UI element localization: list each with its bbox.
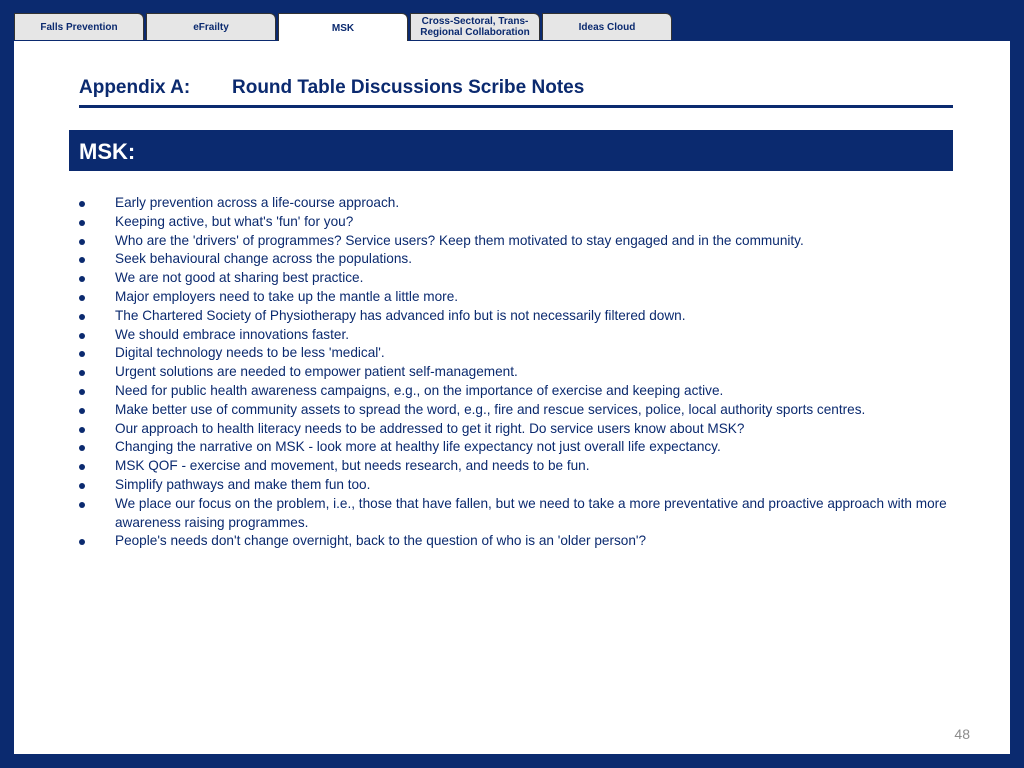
bullet-dot-icon — [79, 370, 85, 376]
notes-bullet-list — [76, 194, 956, 551]
list-item — [76, 420, 956, 439]
list-item-text: Our approach to health literacy needs to be addressed to get it right. Do service users know about MSK? — [115, 420, 745, 436]
bullet-dot-icon — [79, 502, 85, 508]
list-item — [76, 288, 956, 307]
page-title: Round Table Discussions Scribe Notes — [232, 77, 585, 98]
page-heading — [79, 75, 953, 108]
list-item-text: Digital technology needs to be less 'medical'. — [115, 345, 385, 361]
list-item — [76, 344, 956, 363]
bullet-dot-icon — [79, 351, 85, 357]
list-item — [76, 532, 956, 551]
bullet-dot-icon — [79, 445, 85, 451]
list-item — [76, 269, 956, 288]
list-item — [76, 382, 956, 401]
slide-page — [14, 41, 1010, 754]
list-item-text: Urgent solutions are needed to empower patient self-management. — [115, 364, 518, 380]
list-item — [76, 250, 956, 269]
bullet-dot-icon — [79, 201, 85, 207]
list-item — [76, 401, 956, 420]
tab-falls-prevention[interactable]: Falls Prevention — [14, 13, 144, 40]
list-item-text: We are not good at sharing best practice. — [115, 270, 364, 286]
section-header-bar — [69, 130, 953, 171]
list-item-text: We should embrace innovations faster. — [115, 326, 349, 342]
tab-ideas-cloud[interactable]: Ideas Cloud — [542, 13, 672, 40]
tab-cross-sectoral-collaboration[interactable]: Cross-Sectoral, Trans-Regional Collaboration — [410, 13, 540, 40]
bullet-dot-icon — [79, 408, 85, 414]
bullet-dot-icon — [79, 257, 85, 263]
list-item-text: Changing the narrative on MSK - look more at healthy life expectancy not just overall life expectancy. — [115, 439, 721, 455]
list-item-text: We place our focus on the problem, i.e., those that have fallen, but we need to take a more preventative and proactive approach with more awareness raising programmes. — [115, 495, 947, 530]
list-item-text: Keeping active, but what's 'fun' for you? — [115, 213, 354, 229]
list-item — [76, 476, 956, 495]
appendix-label: Appendix A: — [79, 77, 191, 98]
bullet-dot-icon — [79, 220, 85, 226]
section-title: MSK: — [79, 139, 136, 164]
list-item-text: People's needs don't change overnight, back to the question of who is an 'older person'? — [115, 533, 647, 549]
bullet-dot-icon — [79, 314, 85, 320]
list-item — [76, 194, 956, 213]
list-item-text: Make better use of community assets to spread the word, e.g., fire and rescue services, police, local authority sports centres. — [115, 401, 866, 417]
tab-bar — [14, 12, 714, 42]
list-item-text: Early prevention across a life-course approach. — [115, 195, 400, 210]
list-item-text: Major employers need to take up the mantle a little more. — [115, 288, 459, 304]
bullet-dot-icon — [79, 427, 85, 433]
list-item-text: The Chartered Society of Physiotherapy has advanced info but is not necessarily filtered down. — [115, 307, 686, 323]
bullet-dot-icon — [79, 295, 85, 301]
bullet-dot-icon — [79, 483, 85, 489]
list-item-text: Need for public health awareness campaigns, e.g., on the importance of exercise and keeping active. — [115, 382, 724, 398]
list-item-text: MSK QOF - exercise and movement, but needs research, and needs to be fun. — [115, 458, 590, 474]
bullet-dot-icon — [79, 539, 85, 545]
bullet-dot-icon — [79, 464, 85, 470]
tab-efrailty[interactable]: eFrailty — [146, 13, 276, 40]
bullet-dot-icon — [79, 333, 85, 339]
list-item — [76, 213, 956, 232]
bullet-dot-icon — [79, 276, 85, 282]
bullet-dot-icon — [79, 389, 85, 395]
list-item — [76, 438, 956, 457]
bullet-dot-icon — [79, 239, 85, 245]
list-item — [76, 495, 956, 533]
list-item — [76, 363, 956, 382]
list-item — [76, 326, 956, 345]
list-item-text: Simplify pathways and make them fun too. — [115, 476, 371, 492]
list-item-text: Seek behavioural change across the populations. — [115, 251, 412, 267]
list-item-text: Who are the 'drivers' of programmes? Service users? Keep them motivated to stay engaged and in the community. — [115, 232, 804, 248]
list-item — [76, 457, 956, 476]
page-number: 48 — [954, 726, 970, 742]
list-item — [76, 232, 956, 251]
tab-msk[interactable]: MSK — [278, 13, 408, 42]
list-item — [76, 307, 956, 326]
